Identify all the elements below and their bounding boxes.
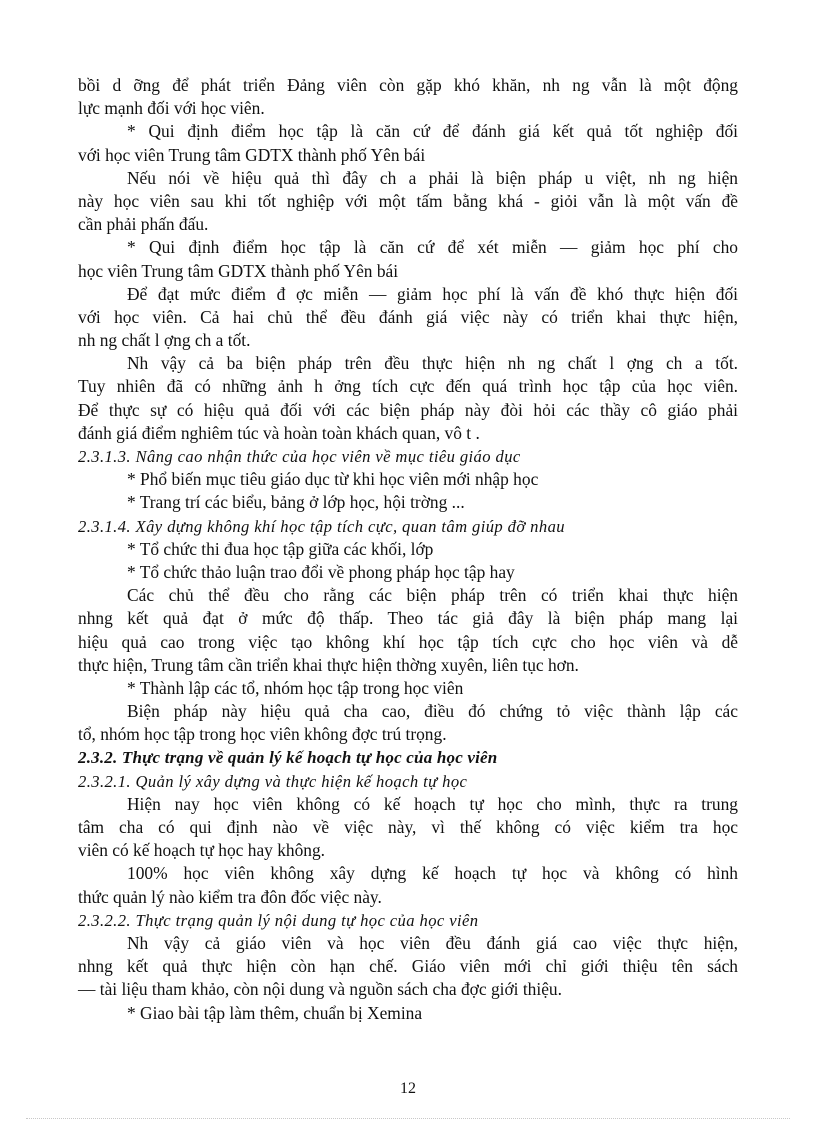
text-line: đánh giá điểm nghiêm túc và hoàn toàn khách quan, vô t . [78,422,480,443]
bullet-line: * Tổ chức thi đua học tập giữa các khối, lớp [127,538,434,559]
text-line: Nh vậy cả ba biện pháp trên đều thực hiện nh ng chất l ợng ch a tốt. [127,353,738,374]
text-line: Các chủ thể đều cho rằng các biện pháp trên có triển khai thực hiện [127,585,738,606]
subsection-heading: 2.3.2. Thực trạng về quản lý kế hoạch tự học của học viên [78,748,498,768]
text-line: nhng kết quả đạt ở mức độ thấp. Theo tác giả đây là biện pháp mang lại [78,608,738,629]
text-line: nhng kết quả thực hiện còn hạn chế. Giáo viên mới chỉ giới thiệu tên sách [78,956,738,977]
section-heading: 2.3.1.4. Xây dựng không khí học tập tích cực, quan tâm giúp đỡ nhau [78,516,565,536]
text-line: Tuy nhiên đã có những ảnh h ởng tích cực đến quá trình học tập của học viên. [78,376,738,397]
bullet-line: * Giao bài tập làm thêm, chuẩn bị Xemina [127,1002,423,1023]
text-line: tổ, nhóm học tập trong học viên không đợc trú trọng. [78,724,447,745]
bullet-line: * Phổ biến mục tiêu giáo dục từ khi học viên mới nhập học [127,469,539,490]
section-heading: 2.3.2.2. Thực trạng quản lý nội dung tự học của học viên [78,910,479,930]
bullet-line: * Trang trí các biểu, bảng ở lớp học, hội trờng ... [127,492,465,513]
text-line: Biện pháp này hiệu quả cha cao, điều đó chứng tỏ việc thành lập các [127,701,738,722]
text-line: — tài liệu tham khảo, còn nội dung và nguồn sách cha đợc giới thiệu. [78,979,562,1000]
section-heading: 2.3.2.1. Quản lý xây dựng và thực hiện kế hoạch tự học [78,771,468,791]
text-line: Hiện nay học viên không có kế hoạch tự học cho mình, thực ra trung [127,793,738,814]
text-line: Nếu nói về hiệu quả thì đây ch a phải là biện pháp u việt, nh ng hiện [127,167,738,188]
page-number: 12 [400,1080,416,1097]
text-line: cần phải phấn đấu. [78,214,209,235]
text-line: tâm cha có qui định nào về việc này, vì thế không có việc kiểm tra học [78,817,738,837]
text-line: thức quản lý nào kiểm tra đôn đốc việc này. [78,886,382,907]
text-line: hiệu quả cao trong việc tạo không khí học tập tích cực cho học viên và dễ [78,631,738,652]
text-line: 100% học viên không xây dựng kế hoạch tự học và không có hình [127,863,738,884]
bullet-line: * Tổ chức thảo luận trao đổi về phong pháp học tập hay [127,561,515,582]
text-line: viên có kế hoạch tự học hay không. [78,840,326,861]
text-line: học viên Trung tâm GDTX thành phố Yên bái [78,260,399,281]
text-line: thực hiện, Trung tâm cần triển khai thực hiện thờng xuyên, liên tục hơn. [78,654,579,675]
text-line: lực mạnh đối với học viên. [78,98,265,119]
text-line: này học viên sau khi tốt nghiệp với một tấm bằng khá - giỏi vẫn là một vấn đề [78,190,738,211]
document-body [78,74,738,1025]
bullet-line: * Qui định điểm học tập là căn cứ để đánh giá kết quả tốt nghiệp đối [127,121,738,142]
section-heading: 2.3.1.3. Nâng cao nhận thức của học viên về mục tiêu giáo dục [78,447,521,466]
text-line: với học viên. Cả hai chủ thể đều đánh giá việc này có triển khai thực hiện, [78,306,738,327]
text-line: Để đạt mức điểm đ ợc miễn — giảm học phí là vấn đề khó thực hiện đối [127,283,738,304]
text-line: Để thực sự có hiệu quả đối với các biện pháp này đòi hỏi các thầy cô giáo phải [78,399,738,420]
bullet-line: * Qui định điểm học tập là căn cứ để xét miễn — giảm học phí cho [127,237,738,258]
text-line: với học viên Trung tâm GDTX thành phố Yên bái [78,144,426,165]
text-line: nh ng chất l ợng ch a tốt. [78,330,251,351]
bullet-line: * Thành lập các tổ, nhóm học tập trong học viên [127,677,464,698]
text-line: Nh vậy cả giáo viên và học viên đều đánh giá cao việc thực hiện, [127,932,738,953]
footer-divider [26,1118,790,1119]
text-line: bồi d ỡng để phát triển Đảng viên còn gặp khó khăn, nh ng vẫn là một động [78,75,738,95]
